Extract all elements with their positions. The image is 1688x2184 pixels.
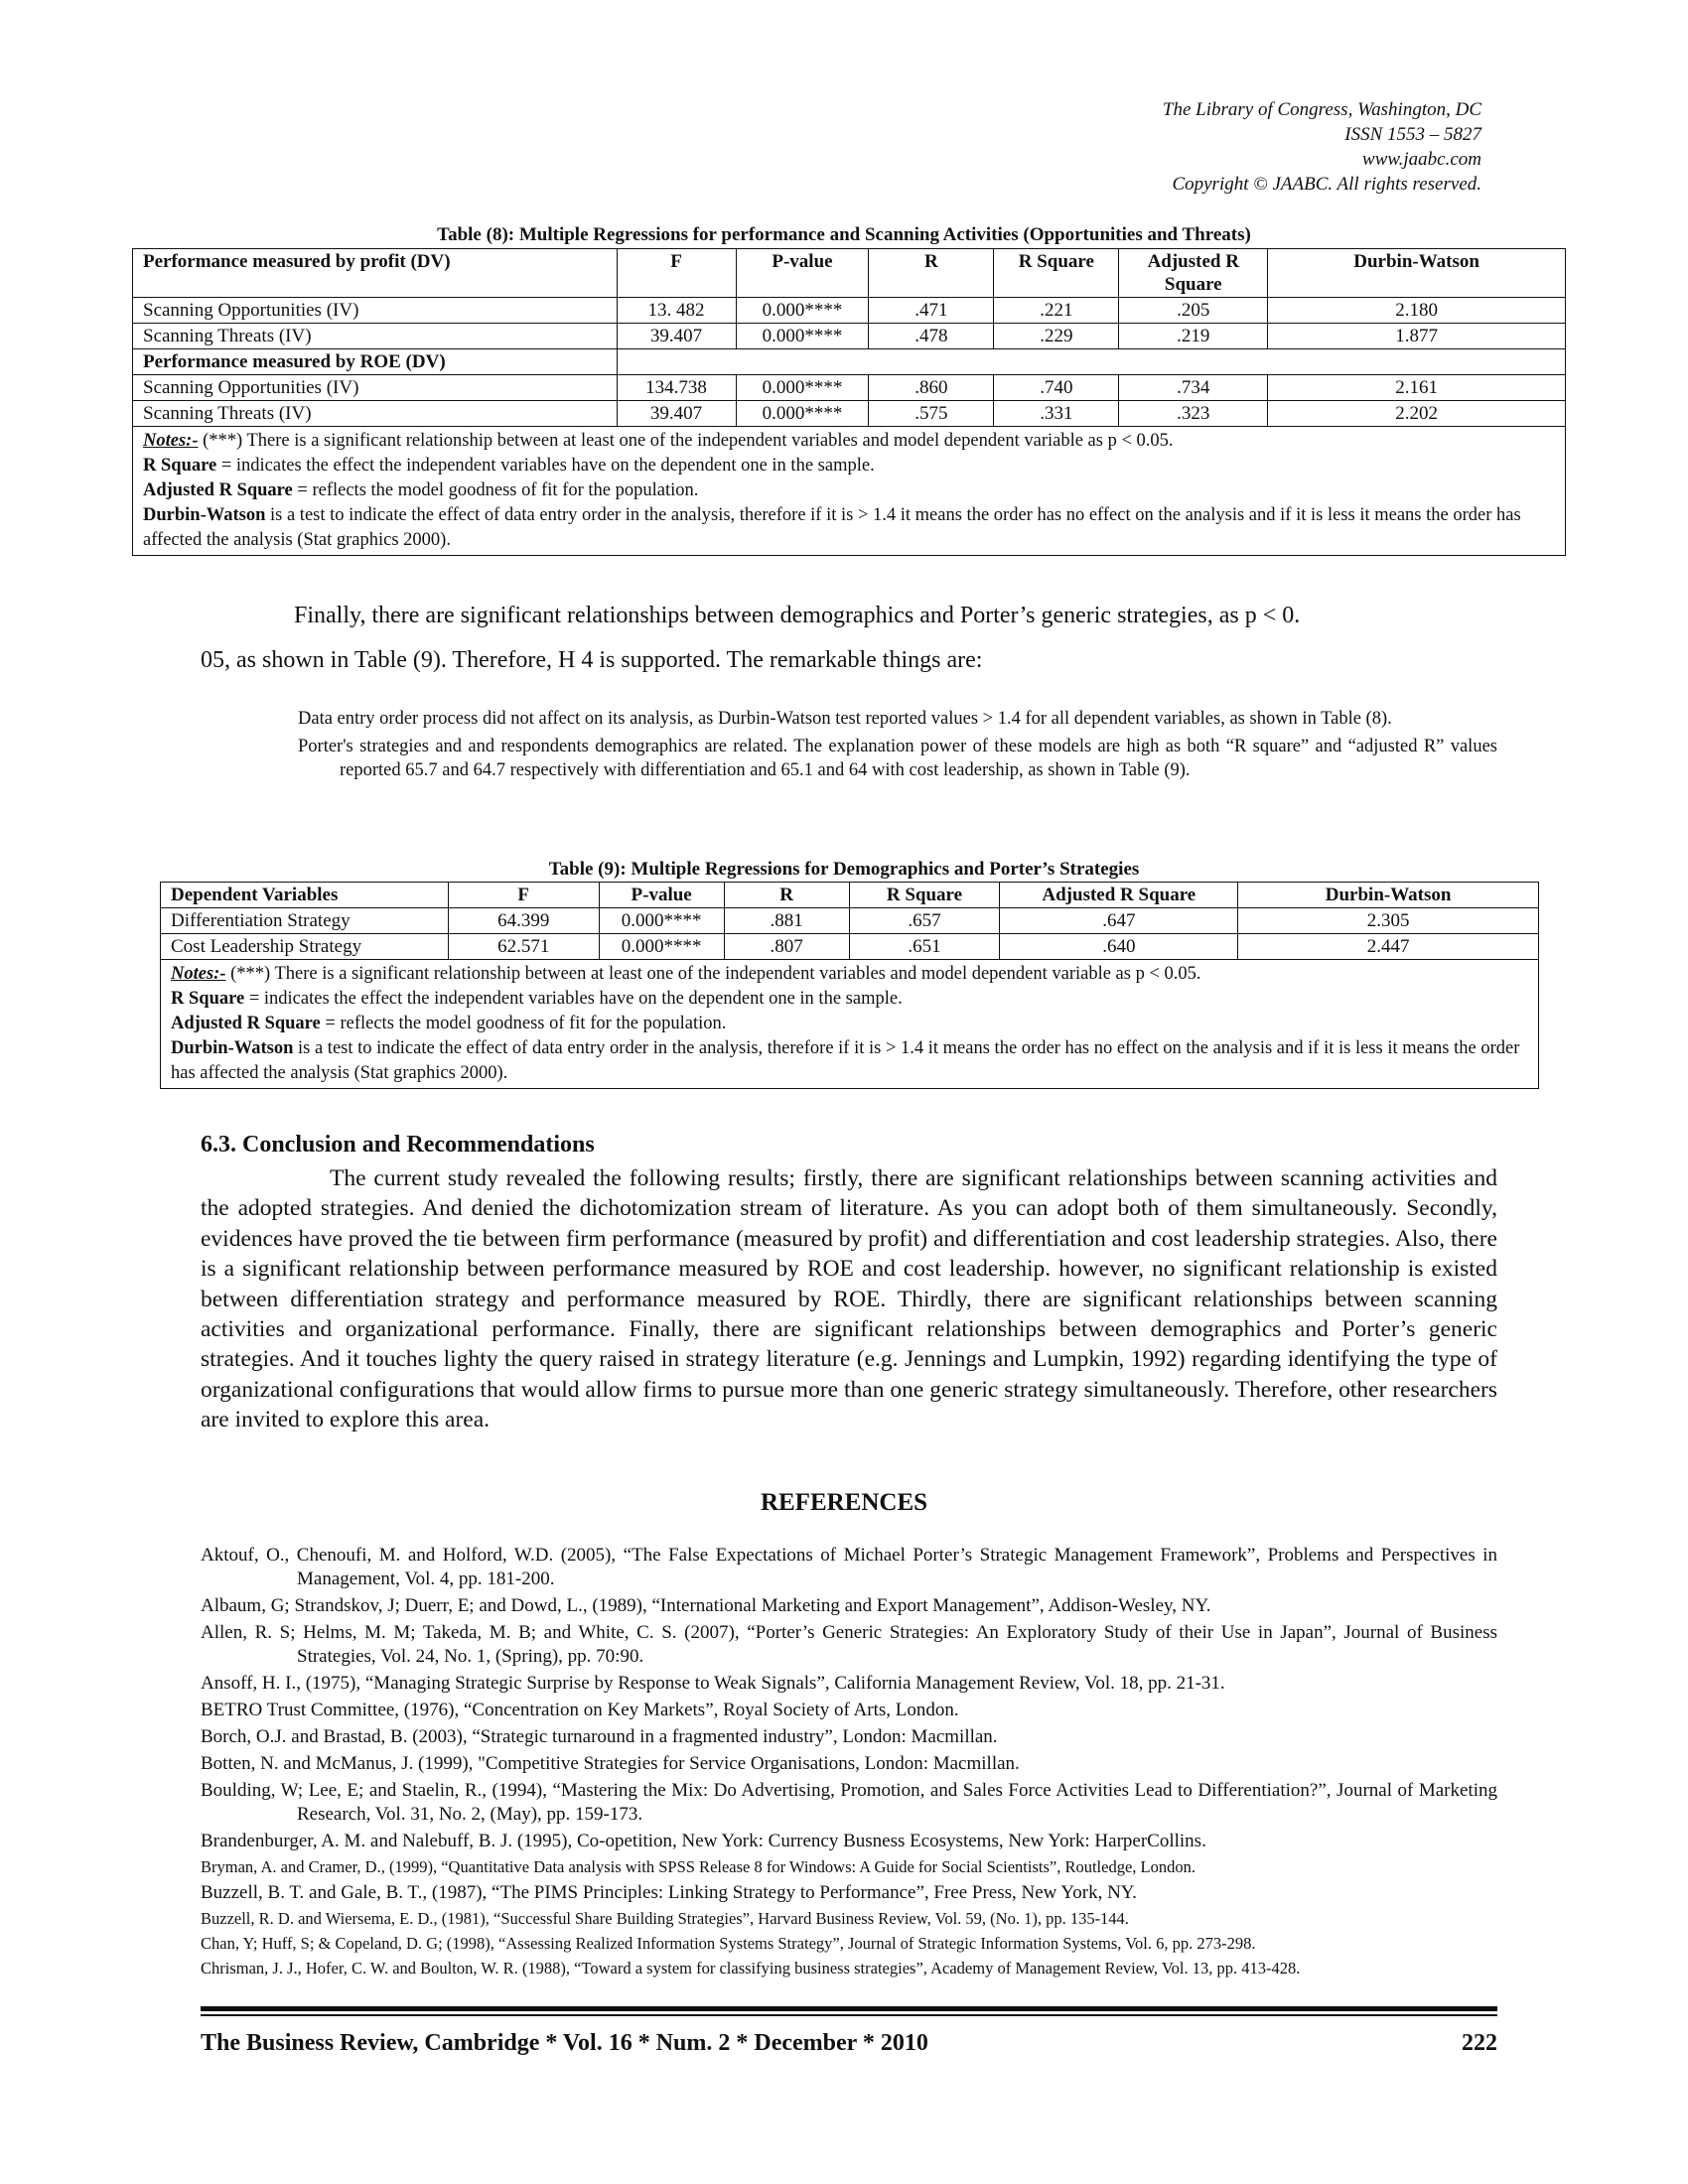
table-cell: 39.407 [617,324,736,349]
table-cell: 2.202 [1268,401,1566,427]
reference-item: BETRO Trust Committee, (1976), “Concentration on Key Markets”, Royal Society of Arts, London. [201,1700,959,1720]
table-cell: 2.180 [1268,298,1566,324]
table-cell: Scanning Opportunities (IV) [133,375,618,401]
reference-item: Bryman, A. and Cramer, D., (1999), “Quantitative Data analysis with SPSS Release 8 for Windows: A Guide for Social Scientists”, Routledge, London. [201,1857,1196,1876]
table-row [161,908,1539,934]
column-header: Adjusted R Square [1000,883,1238,908]
table-cell: 0.000**** [736,375,869,401]
table-cell: .323 [1119,401,1268,427]
adj-label: Adjusted R Square [171,1014,321,1033]
dw-label: Durbin-Watson [143,505,266,525]
header-line: www.jaabc.com [1362,149,1481,170]
table-cell: 2.305 [1238,908,1539,934]
reference-item: Albaum, G; Strandskov, J; Duerr, E; and Dowd, L., (1989), “International Marketing and Export Management”, Addison-Wesley, NY. [201,1595,1211,1616]
rsq-label: R Square [171,989,245,1009]
table-row [133,401,1566,427]
findings-list [298,707,1497,786]
table-cell: .471 [869,298,994,324]
reference-item: Chan, Y; Huff, S; & Copeland, D. G; (1998), “Assessing Realized Information Systems Strategy”, Journal of Strategic Information Systems, Vol. 6, pp. 273-298. [201,1934,1256,1953]
header-line: ISSN 1553 – 5827 [1344,124,1481,145]
table9 [160,882,1539,1089]
list-item: Porter's strategies and and respondents demographics are related. The explanation power of these models are high as both “R square” and “adjusted R” values reported 65.7 and 64.7 respectively with differentiation and 65.1 and 64 with cost leadership, as shown in Table (9). [298,737,1497,780]
column-header: Dependent Variables [161,883,449,908]
paragraph-line: Finally, there are significant relationships between demographics and Porter’s generic strategies, as p < 0. [294,603,1301,628]
column-header: F [617,249,736,298]
table-row [133,298,1566,324]
table-row [161,934,1539,960]
table-notes-row [161,960,1539,1089]
notes-text: (***) There is a significant relationship between at least one of the independent variables and model dependent variable as p < 0.05. [198,431,1174,451]
table-cell: 1.877 [1268,324,1566,349]
table8-caption: Table (8): Multiple Regressions for performance and Scanning Activities (Opportunities and Threats) [437,224,1251,245]
table-cell: 0.000**** [736,324,869,349]
reference-item: Botten, N. and McManus, J. (1999), "Competitive Strategies for Service Organisations, London: Macmillan. [201,1753,1020,1774]
table-cell: 64.399 [448,908,599,934]
roe-section-label: Performance measured by ROE (DV) [133,349,618,375]
conclusion-paragraph: The current study revealed the following results; firstly, there are significant relationships between scanning activities and the adopted strategies. And denied the dichotomization stream of literature. As you can adopt both of them simultaneously. Secondly, evidences have proved the tie between firm performance (measured by profit) and differentiation and cost leadership strategies. Also, there is a significant relationship between performance measured by ROE and cost leadership. however, no significant relationship is existed between differentiation strategy and performance measured by ROE. Thirdly, there are significant relationships between scanning activities and organizational performance. Finally, there are significant relationships between demographics and Porter’s generic strategies. And it touches lighty the query raised in strategy literature (e.g. Jennings and Lumpkin, 1992) regarding identifying the type of organizational configurations that would allow firms to pursue more than one generic strategy simultaneously. Therefore, other researchers are invited to explore this area. [201,1165,1497,1433]
column-header: Durbin-Watson [1238,883,1539,908]
table-cell: 0.000**** [736,401,869,427]
table-cell: .331 [994,401,1119,427]
table-cell: 0.000**** [736,298,869,324]
column-header: R [724,883,849,908]
column-header: Performance measured by profit (DV) [133,249,618,298]
rsq-text: = indicates the effect the independent variables have on the dependent one in the sample. [216,456,875,476]
table-cell: .807 [724,934,849,960]
reference-item: Boulding, W; Lee, E; and Staelin, R., (1994), “Mastering the Mix: Do Advertising, Promotion, and Sales Force Activities Lead to Differentiation?”, Journal of Marketing Research, Vol. 31, No. 2, (May), pp. 159-173. [201,1780,1497,1825]
table-header-row [161,883,1539,908]
column-header: P-value [736,249,869,298]
dw-text: is a test to indicate the effect of data entry order in the analysis, therefore if it is > 1.4 it means the order has no effect on the analysis and if it is less it means the order has affected the analysis (Stat graphics 2000). [143,505,1521,550]
table-cell: .219 [1119,324,1268,349]
table-cell: .651 [849,934,1000,960]
table-row [133,375,1566,401]
column-header: Adjusted R Square [1119,249,1268,298]
table-cell: 2.161 [1268,375,1566,401]
footer-rule [201,2014,1497,2016]
table-cell: .860 [869,375,994,401]
reference-item: Ansoff, H. I., (1975), “Managing Strategic Surprise by Response to Weak Signals”, California Management Review, Vol. 18, pp. 21-31. [201,1673,1225,1694]
reference-item: Chrisman, J. J., Hofer, C. W. and Boulton, W. R. (1988), “Toward a system for classifying business strategies”, Academy of Management Review, Vol. 13, pp. 413-428. [201,1959,1301,1978]
table-cell: .881 [724,908,849,934]
journal-header [965,97,1481,197]
table-cell: Scanning Opportunities (IV) [133,298,618,324]
table8 [132,248,1566,556]
reference-item: Brandenburger, A. M. and Nalebuff, B. J. (1995), Co-opetition, New York: Currency Busness Ecosystems, New York: HarperCollins. [201,1831,1206,1851]
reference-item: Buzzell, R. D. and Wiersema, E. D., (1981), “Successful Share Building Strategies”, Harvard Business Review, Vol. 59, (No. 1), pp. 135-144. [201,1909,1129,1928]
adj-text: = reflects the model goodness of fit for the population. [292,480,699,500]
list-item: Data entry order process did not affect on its analysis, as Durbin-Watson test reported values > 1.4 for all dependent variables, as shown in Table (8). [298,709,1392,729]
table-cell: Differentiation Strategy [161,908,449,934]
table-cell: 134.738 [617,375,736,401]
paragraph-line: 05, as shown in Table (9). Therefore, H 4 is supported. The remarkable things are: [201,647,983,673]
table-row [133,324,1566,349]
table-cell: .221 [994,298,1119,324]
table-cell: Scanning Threats (IV) [133,401,618,427]
references-list [201,1544,1497,1982]
table-header-row [133,249,1566,298]
footer-rule [201,2006,1497,2011]
page-number: 222 [1462,2030,1497,2056]
header-line: The Library of Congress, Washington, DC [1162,99,1481,120]
table-cell: .640 [1000,934,1238,960]
reference-item: Buzzell, B. T. and Gale, B. T., (1987), “The PIMS Principles: Linking Strategy to Performance”, Free Press, New York, NY. [201,1882,1137,1903]
section-heading: 6.3. Conclusion and Recommendations [201,1132,595,1158]
table-cell: .229 [994,324,1119,349]
reference-item: Allen, R. S; Helms, M. M; Takeda, M. B; and White, C. S. (2007), “Porter’s Generic Strategies: An Exploratory Study of their Use in Japan”, Journal of Business Strategies, Vol. 24, No. 1, (Spring), pp. 70:90. [201,1622,1497,1667]
table-cell [617,349,1565,375]
column-header: R Square [994,249,1119,298]
column-header: R Square [849,883,1000,908]
table-cell: 2.447 [1238,934,1539,960]
dw-label: Durbin-Watson [171,1038,294,1058]
column-header: F [448,883,599,908]
table-cell: .478 [869,324,994,349]
column-header: R [869,249,994,298]
table-row [133,349,1566,375]
journal-footer: The Business Review, Cambridge * Vol. 16 * Num. 2 * December * 2010 [201,2030,928,2056]
adj-text: = reflects the model goodness of fit for the population. [320,1014,727,1033]
reference-item: Borch, O.J. and Brastad, B. (2003), “Strategic turnaround in a fragmented industry”, London: Macmillan. [201,1726,998,1747]
table-cell: 0.000**** [599,934,724,960]
rsq-label: R Square [143,456,217,476]
adj-label: Adjusted R Square [143,480,293,500]
notes-label: Notes:- [143,431,199,451]
table-cell: 0.000**** [599,908,724,934]
table9-caption: Table (9): Multiple Regressions for Demographics and Porter’s Strategies [548,859,1140,880]
table-cell: .575 [869,401,994,427]
notes-text: (***) There is a significant relationship between at least one of the independent variables and model dependent variable as p < 0.05. [225,964,1201,984]
table-notes-row [133,427,1566,556]
table-cell: .740 [994,375,1119,401]
notes-label: Notes:- [171,964,226,984]
table-cell: 39.407 [617,401,736,427]
table-notes [161,960,1539,1089]
table-cell: 13. 482 [617,298,736,324]
rsq-text: = indicates the effect the independent variables have on the dependent one in the sample. [244,989,903,1009]
table-notes [133,427,1566,556]
table-cell: Cost Leadership Strategy [161,934,449,960]
column-header: P-value [599,883,724,908]
table-cell: .657 [849,908,1000,934]
table-cell: 62.571 [448,934,599,960]
column-header: Durbin-Watson [1268,249,1566,298]
table-cell: Scanning Threats (IV) [133,324,618,349]
reference-item: Aktouf, O., Chenoufi, M. and Holford, W.D. (2005), “The False Expectations of Michael Porter’s Strategic Management Framework”, Problems and Perspectives in Management, Vol. 4, pp. 181-200. [201,1545,1497,1589]
table-cell: .734 [1119,375,1268,401]
table-cell: .205 [1119,298,1268,324]
table-cell: .647 [1000,908,1238,934]
dw-text: is a test to indicate the effect of data entry order in the analysis, therefore if it is > 1.4 it means the order has no effect on the analysis and if it is less it means the order has affected the analysis (Stat graphics 2000). [171,1038,1520,1083]
header-line: Copyright © JAABC. All rights reserved. [1172,174,1481,195]
references-heading: REFERENCES [760,1489,928,1516]
